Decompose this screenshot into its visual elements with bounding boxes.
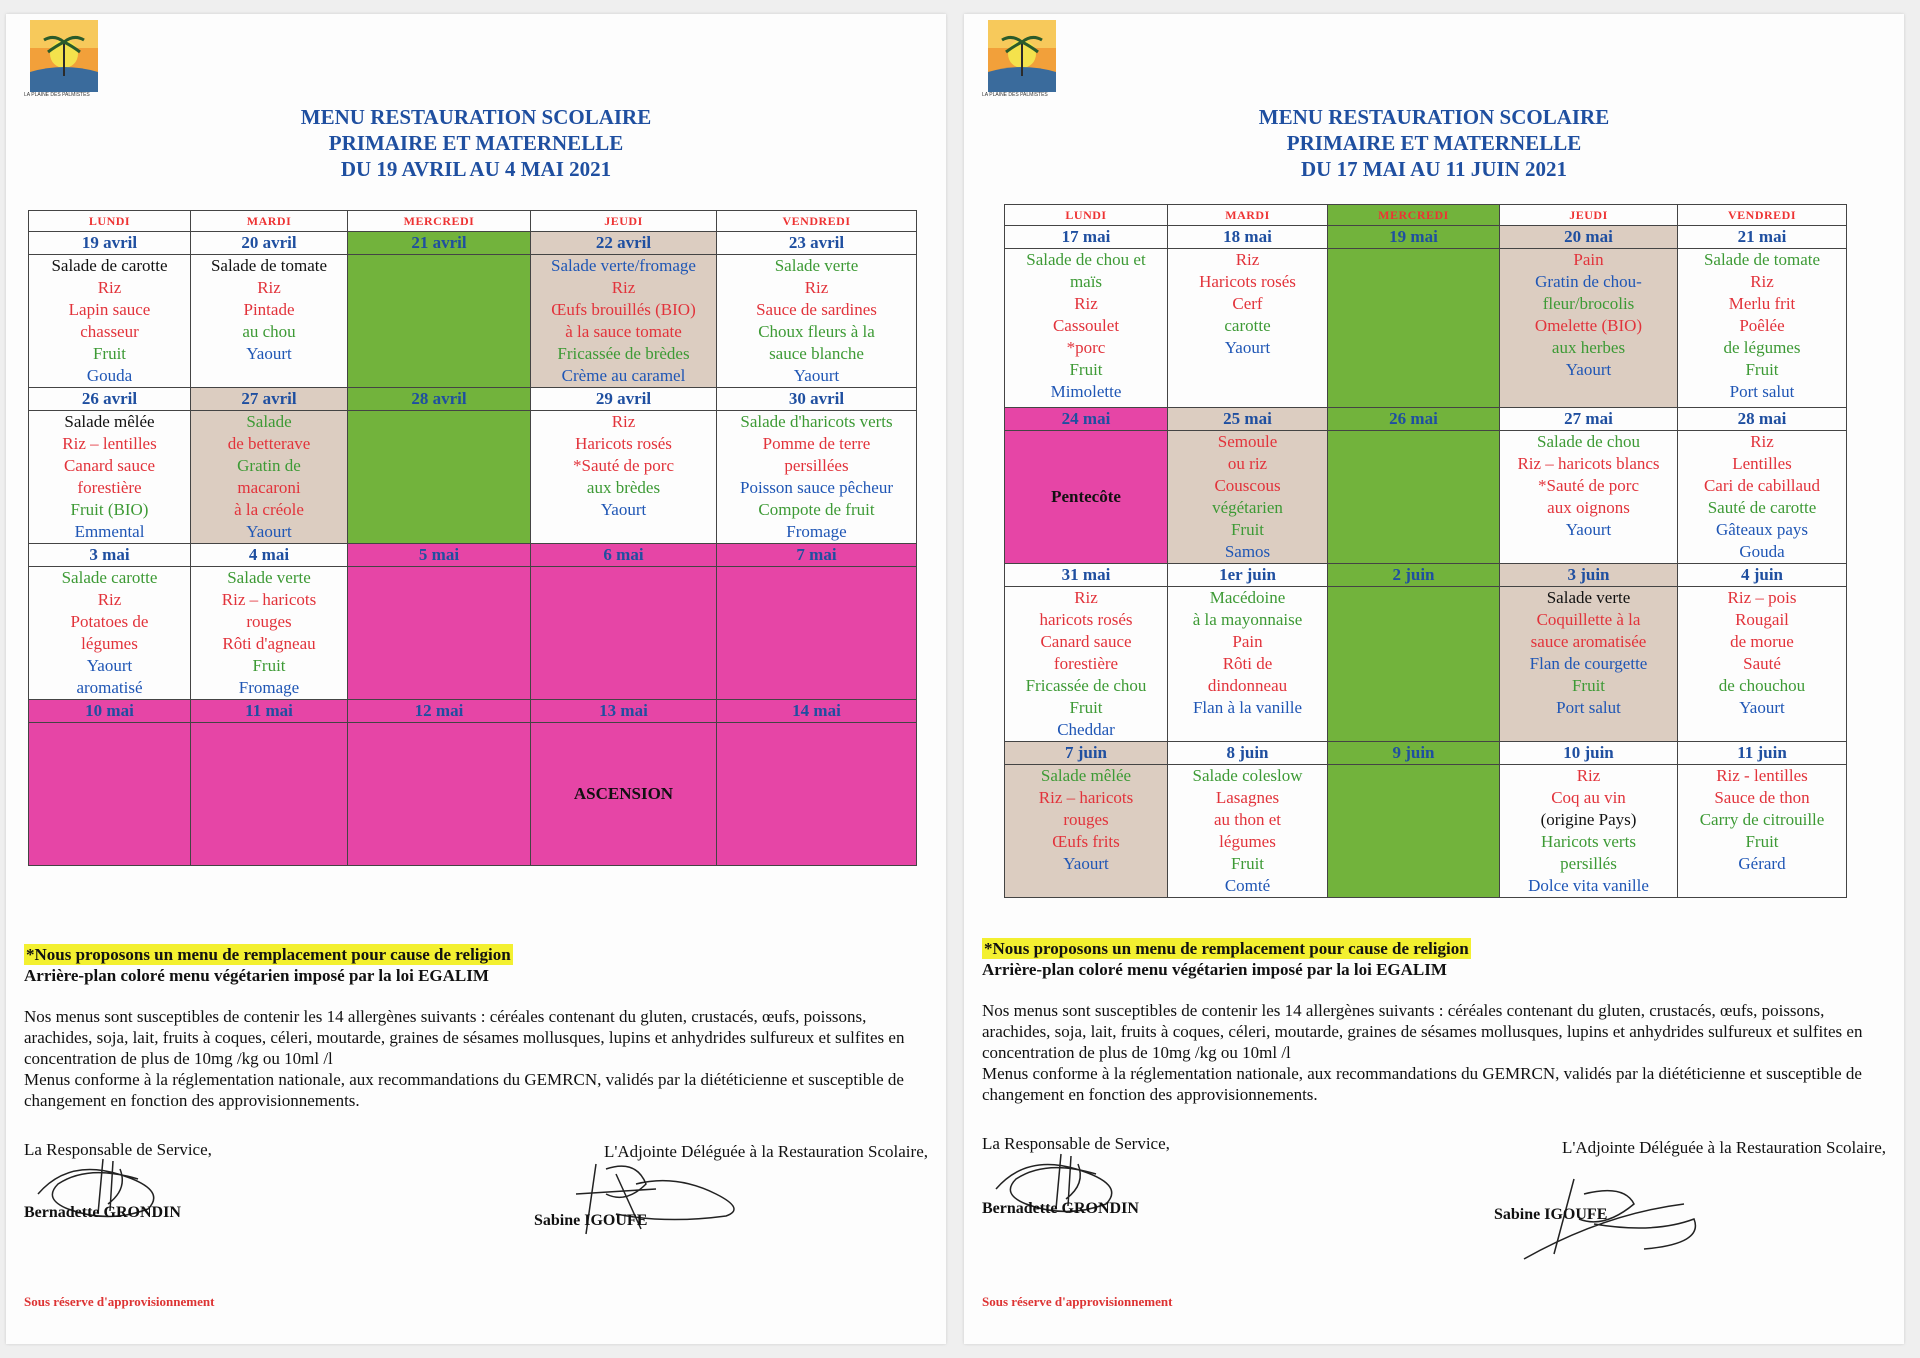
dish-item: Merlu frit [1728,294,1796,313]
menu-cell [1328,765,1500,898]
dish-item: haricots rosés [1039,610,1133,629]
dish-item: Yaourt [86,656,133,675]
dish-item: Yaourt [1063,854,1109,873]
dish-item: Couscous [1214,476,1281,495]
date-cell: 2 juin [1328,564,1500,587]
date-cell: 11 juin [1678,742,1847,765]
dish-item: Sauce de sardines [756,300,877,319]
dish-item: Salade verte [1546,588,1631,607]
dish-item: dindonneau [1207,676,1288,695]
date-cell: 27 mai [1500,408,1678,431]
dish-item: maïs [1069,272,1103,291]
day-header: JEUDI [1500,205,1678,226]
conformity-paragraph: Menus conforme à la réglementation nationale, aux recommandations du GEMRCN, validés par la diététicienne et susceptible de changement en fonction des approvisionnements. [24,1070,904,1110]
dish-item: Riz [1750,272,1774,291]
menu-cell [717,567,917,700]
dish-item: Carry de citrouille [1699,810,1825,829]
dish-item: forestière [77,478,142,497]
menu-cell [531,567,717,700]
dish-item: à la sauce tomate [565,322,682,341]
dish-item: Yaourt [246,344,292,363]
date-cell: 24 mai [1005,408,1168,431]
dish-item: Fruit [1571,676,1606,695]
dish-item: rouges [246,612,292,631]
date-cell: 4 juin [1678,564,1847,587]
dish-item: (origine Pays) [1540,810,1637,829]
menu-cell [29,255,191,388]
dish-item: persillées [784,456,849,475]
menu-cell [1500,431,1678,564]
date-cell: 13 mai [531,700,717,723]
dish-item: Cassoulet [1052,316,1120,335]
menu-cell [1005,765,1168,898]
dish-item: Yaourt [1565,520,1612,539]
date-cell: 8 juin [1168,742,1328,765]
menu-cell [1500,765,1678,898]
logo-caption: LA PLAINE DES PALMISTES [982,92,1048,98]
dish-item: Compote de fruit [758,500,875,519]
date-cell: 22 avril [531,232,717,255]
menu-cell [717,411,917,544]
day-header: VENDREDI [1678,205,1847,226]
dish-item: Salade verte [774,256,859,275]
day-header: LUNDI [29,211,191,232]
dish-item: Yaourt [600,500,647,519]
sig-right-name: Sabine IGOUFE [1494,1206,1608,1223]
vegetarian-note: Arrière-plan coloré menu végétarien imposé par la loi EGALIM [982,960,1447,979]
dish-item: Poisson sauce pêcheur [740,478,893,497]
dish-item: Salade de carotte [51,256,168,275]
date-cell: 17 mai [1005,226,1168,249]
menu-cell [531,723,717,866]
date-row [29,544,917,567]
date-cell: 23 avril [717,232,917,255]
dish-item: sauce blanche [769,344,864,363]
menu-cell [1678,431,1847,564]
date-cell: 26 avril [29,388,191,411]
date-cell: 6 mai [531,544,717,567]
dish-item: Lapin sauce [68,300,151,319]
allergen-paragraph: Nos menus sont susceptibles de contenir les 14 allergènes suivants : céréales contenant du gluten, crustacés, œufs, poissons, arachides, soja, lait, fruits à coques, céleri, moutarde, graines de sésames mollusques, lupins et anhydrides sulfureux et sulfites en concentration de plus de 10mg /kg ou 10ml /l [24,1007,905,1068]
date-cell: 29 avril [531,388,717,411]
dish-item: Fricassée de brèdes [557,344,690,363]
date-cell: 3 juin [1500,564,1678,587]
dish-item: Rôti de [1222,654,1273,673]
dish-item: Salade mêlée [1040,766,1132,785]
day-header: MARDI [191,211,348,232]
allergen-text [982,1000,1882,1105]
menu-cell [29,411,191,544]
menu-cell [1328,431,1500,564]
dish-item: macaroni [237,478,301,497]
dish-item: Fruit [252,656,286,675]
dish-item: Riz – haricots blancs [1517,454,1660,473]
dish-item: aux brèdes [586,478,661,497]
dish-item: aux herbes [1551,338,1626,357]
menu-cell [191,567,348,700]
notes-block [24,944,513,986]
menu-cell [1500,249,1678,408]
menu-cell [717,255,917,388]
dish-item: Pain [1232,632,1263,651]
menu-row [1005,765,1847,898]
menu-body [29,211,917,866]
dish-item: Salade coleslow [1192,766,1303,785]
menu-cell [29,567,191,700]
date-cell: 21 mai [1678,226,1847,249]
conformity-paragraph: Menus conforme à la réglementation nationale, aux recommandations du GEMRCN, validés par la diététicienne et susceptible de changement en fonction des approvisionnements. [982,1064,1862,1104]
date-cell: 28 mai [1678,408,1847,431]
dish-item: de morue [1730,632,1794,651]
dish-item: Dolce vita vanille [1528,876,1649,895]
dish-item: Port salut [1556,698,1621,717]
date-cell: 10 juin [1500,742,1678,765]
dish-item: Riz [257,278,281,297]
dish-item: Salade d'haricots verts [740,412,893,431]
date-cell: 30 avril [717,388,917,411]
dish-item: de chouchou [1718,676,1806,695]
dish-item: Samos [1224,542,1271,561]
dish-item: végétarien [1212,498,1283,517]
dish-item: Sauce de thon [1714,788,1810,807]
dish-item: Pintade [243,300,295,319]
dish-item: persillés [1560,854,1617,873]
menu-cell [1678,587,1847,742]
dish-item: de légumes [1723,338,1801,357]
menu-cell [348,723,531,866]
date-cell: 9 juin [1328,742,1500,765]
date-cell: 11 mai [191,700,348,723]
menu-row [29,567,917,700]
dish-item: Yaourt [1565,360,1612,379]
menu-cell [1005,431,1168,564]
dish-item: Yaourt [1739,698,1785,717]
dish-item: Fruit [92,344,127,363]
date-cell: 3 mai [29,544,191,567]
notes-block [982,938,1471,980]
dish-item: Gérard [1738,854,1786,873]
menu-row [1005,587,1847,742]
dish-item: Salade verte/fromage [551,256,696,275]
dish-item: Fromage [786,522,847,541]
date-row [29,232,917,255]
dish-item: Haricots verts [1541,832,1636,851]
dish-item: Lasagnes [1215,788,1280,807]
dish-item: Comté [1224,876,1271,895]
dish-item: carotte [1224,316,1271,335]
dish-item: Fruit (BIO) [70,500,149,519]
menu-cell [191,723,348,866]
religion-note: *Nous proposons un menu de remplacement pour cause de religion [984,939,1469,958]
dish-item: Semoule [1217,432,1278,451]
date-cell: 10 mai [29,700,191,723]
dish-item: Salade carotte [61,568,158,587]
dish-item: *Sauté de porc [572,456,675,475]
dish-item: Cerf [1232,294,1263,313]
supply-disclaimer: Sous réserve d'approvisionnement [24,1294,215,1309]
logo-caption: LA PLAINE DES PALMISTES [24,92,90,98]
date-cell: 27 avril [191,388,348,411]
day-header: MERCREDI [348,211,531,232]
day-header: MERCREDI [1328,205,1500,226]
menu-title [6,104,946,182]
dish-item: Gâteaux pays [1715,520,1809,539]
menu-row [1005,249,1847,408]
title-line: PRIMAIRE ET MATERNELLE [1286,131,1582,155]
menu-sheet-may-june [964,14,1904,1344]
dish-item: Œufs frits [1052,832,1120,851]
dish-item: Choux fleurs à la [758,322,875,341]
menu-cell [531,255,717,388]
sig-left-title: La Responsable de Service, [24,1140,212,1159]
allergen-text [24,1006,924,1111]
dish-item: Riz - lentilles [1716,766,1808,785]
dish-item: Crème au caramel [561,366,686,385]
date-row [1005,564,1847,587]
dish-item: Rôti d'agneau [222,634,316,653]
dish-item: Riz [1074,588,1098,607]
dish-item: Yaourt [793,366,840,385]
date-cell: 7 juin [1005,742,1168,765]
dish-item: Macédoine [1209,588,1286,607]
dish-item: Flan à la vanille [1192,698,1303,717]
dish-item: Œufs brouillés (BIO) [551,300,696,319]
menu-cell [1678,249,1847,408]
dish-item: Riz [611,412,636,431]
dish-item: Salade de chou et [1026,250,1146,269]
menu-row [1005,431,1847,564]
dish-item: rouges [1063,810,1109,829]
dish-item: Gratin de chou- [1535,272,1642,291]
sig-left-title: La Responsable de Service, [982,1134,1170,1153]
day-header: VENDREDI [717,211,917,232]
dish-item: Port salut [1729,382,1795,401]
menu-title [964,104,1904,182]
dish-item: Flan de courgette [1529,654,1648,673]
date-cell: 4 mai [191,544,348,567]
dish-item: à la créole [234,500,304,519]
dish-item: Cheddar [1057,720,1115,739]
dish-item: Sauté [1743,654,1781,673]
dish-item: Riz [1235,250,1260,269]
dish-item: légumes [81,634,138,653]
menu-cell [531,411,717,544]
dish-item: Coquillette à la [1536,610,1641,629]
date-row [29,388,917,411]
dish-item: Riz – haricots [221,590,317,609]
dish-item: Haricots rosés [575,434,672,453]
town-logo [26,18,102,102]
dish-item: Riz – haricots [1038,788,1134,807]
dish-item: Cari de cabillaud [1703,476,1821,495]
dish-item: Salade de tomate [210,256,328,275]
date-cell: 31 mai [1005,564,1168,587]
menu-cell [191,255,348,388]
menu-cell [1168,431,1328,564]
dish-item: Yaourt [246,522,292,541]
dish-item: Riz [97,278,122,297]
title-date-range: DU 17 MAI AU 11 JUIN 2021 [1300,157,1567,181]
date-cell: 19 avril [29,232,191,255]
dish-item: Pomme de terre [762,434,871,453]
dish-item: Fruit [1745,832,1779,851]
weekly-menu-table [28,210,917,866]
date-cell: 7 mai [717,544,917,567]
date-cell: 25 mai [1168,408,1328,431]
dish-item: Salade de chou [1537,432,1640,451]
menu-cell [1500,587,1678,742]
dish-item: Canard sauce [63,456,156,475]
dish-item: à la mayonnaise [1192,610,1303,629]
menu-cell [348,255,531,388]
day-header-row [29,211,917,232]
menu-cell [717,723,917,866]
dish-item: Fruit [1745,360,1779,379]
sig-right-title: L'Adjointe Déléguée à la Restauration Scolaire, [603,1142,928,1161]
dish-item: Potatoes de [70,612,149,631]
menu-cell [1005,249,1168,408]
dish-item: Coq au vin [1551,788,1626,807]
menu-cell [1328,249,1500,408]
dish-item: Pain [1573,250,1604,269]
dish-item: *porc [1066,338,1106,357]
holiday-label: Pentecôte [1051,487,1121,506]
dish-item: Fricassée de chou [1025,676,1147,695]
menu-cell [348,567,531,700]
dish-item: Lentilles [1732,454,1792,473]
dish-item: Salade mêlée [64,412,155,431]
dish-item: Emmental [74,522,145,541]
dish-item: au chou [242,322,296,341]
dish-item: fleur/brocolis [1542,294,1635,313]
menu-cell [29,723,191,866]
date-row [29,700,917,723]
date-cell: 14 mai [717,700,917,723]
allergen-paragraph: Nos menus sont susceptibles de contenir les 14 allergènes suivants : céréales contenant du gluten, crustacés, œufs, poissons, arachides, soja, lait, fruits à coques, céleri, moutarde, graines de sésames mollusques, lupins et anhydrides sulfureux et sulfites en concentration de plus de 10mg /kg ou 10ml /l [982,1001,1863,1062]
holiday-label: ASCENSION [573,784,674,803]
dish-item: Mimolette [1050,382,1122,401]
dish-item: Omelette (BIO) [1534,316,1643,335]
dish-item: Riz [804,278,829,297]
date-row [1005,226,1847,249]
menu-cell [191,411,348,544]
day-header: JEUDI [531,211,717,232]
dish-item: Yaourt [1224,338,1271,357]
dish-item: Fruit [1069,360,1103,379]
dish-item: Fruit [1069,698,1103,717]
dish-item: Gouda [1739,542,1785,561]
dish-item: Canard sauce [1040,632,1132,651]
dish-item: forestière [1053,654,1119,673]
religion-note: *Nous proposons un menu de remplacement pour cause de religion [26,945,511,964]
date-cell: 19 mai [1328,226,1500,249]
dish-item: Gratin de [237,456,301,475]
vegetarian-note: Arrière-plan coloré menu végétarien imposé par la loi EGALIM [24,966,489,985]
date-cell: 20 avril [191,232,348,255]
dish-item: Riz [1750,432,1774,451]
menu-cell [1168,587,1328,742]
menu-sheet-april-may [6,14,946,1344]
menu-cell [1168,765,1328,898]
menu-row [29,411,917,544]
dish-item: aromatisé [76,678,143,697]
dish-item: Riz [1576,766,1601,785]
dish-item: Riz – pois [1727,588,1797,607]
dish-item: Fruit [1230,520,1265,539]
menu-cell [348,411,531,544]
day-header: LUNDI [1005,205,1168,226]
dish-item: chasseur [80,322,139,341]
dish-item: Riz – lentilles [62,434,157,453]
dish-item: Haricots rosés [1199,272,1296,291]
dish-item: Riz [611,278,636,297]
day-header-row [1005,205,1847,226]
dish-item: aux oignons [1547,498,1630,517]
dish-item: de betterave [227,434,311,453]
date-cell: 26 mai [1328,408,1500,431]
dish-item: Salade [246,412,292,431]
dish-item: Riz [1074,294,1098,313]
date-cell: 20 mai [1500,226,1678,249]
dish-item: ou riz [1227,454,1268,473]
date-cell: 18 mai [1168,226,1328,249]
sig-right-title: L'Adjointe Déléguée à la Restauration Scolaire, [1561,1138,1886,1157]
date-cell: 21 avril [348,232,531,255]
dish-item: Sauté de carotte [1707,498,1817,517]
menu-cell [1005,587,1168,742]
date-row [1005,742,1847,765]
dish-item: Salade verte [227,568,311,587]
title-line: MENU RESTAURATION SCOLAIRE [300,105,652,129]
date-row [1005,408,1847,431]
dish-item: Gouda [86,366,133,385]
menu-row [29,255,917,388]
date-cell: 28 avril [348,388,531,411]
day-header: MARDI [1168,205,1328,226]
date-cell: 1er juin [1168,564,1328,587]
date-cell: 5 mai [348,544,531,567]
sig-right-name: Sabine IGOUFE [534,1212,648,1229]
dish-item: sauce aromatisée [1530,632,1647,651]
title-date-range: DU 19 AVRIL AU 4 MAI 2021 [340,157,612,181]
menu-cell [1168,249,1328,408]
menu-body [1005,205,1847,898]
dish-item: Rougail [1735,610,1789,629]
menu-cell [1328,587,1500,742]
dish-item: Salade de tomate [1703,250,1821,269]
dish-item: au thon et [1213,810,1282,829]
sig-left-name: Bernadette GRONDIN [982,1200,1139,1217]
weekly-menu-table [1004,204,1847,898]
date-cell: 12 mai [348,700,531,723]
menu-row [29,723,917,866]
dish-item: Poêlée [1739,316,1785,335]
title-line: PRIMAIRE ET MATERNELLE [328,131,624,155]
dish-item: *Sauté de porc [1537,476,1640,495]
dish-item: légumes [1219,832,1276,851]
sig-left-name: Bernadette GRONDIN [24,1204,181,1221]
dish-item: Fromage [238,678,300,697]
supply-disclaimer: Sous réserve d'approvisionnement [982,1294,1173,1309]
town-logo [984,18,1060,102]
title-line: MENU RESTAURATION SCOLAIRE [1258,105,1610,129]
dish-item: Fruit [1230,854,1265,873]
menu-cell [1678,765,1847,898]
dish-item: Riz [97,590,122,609]
